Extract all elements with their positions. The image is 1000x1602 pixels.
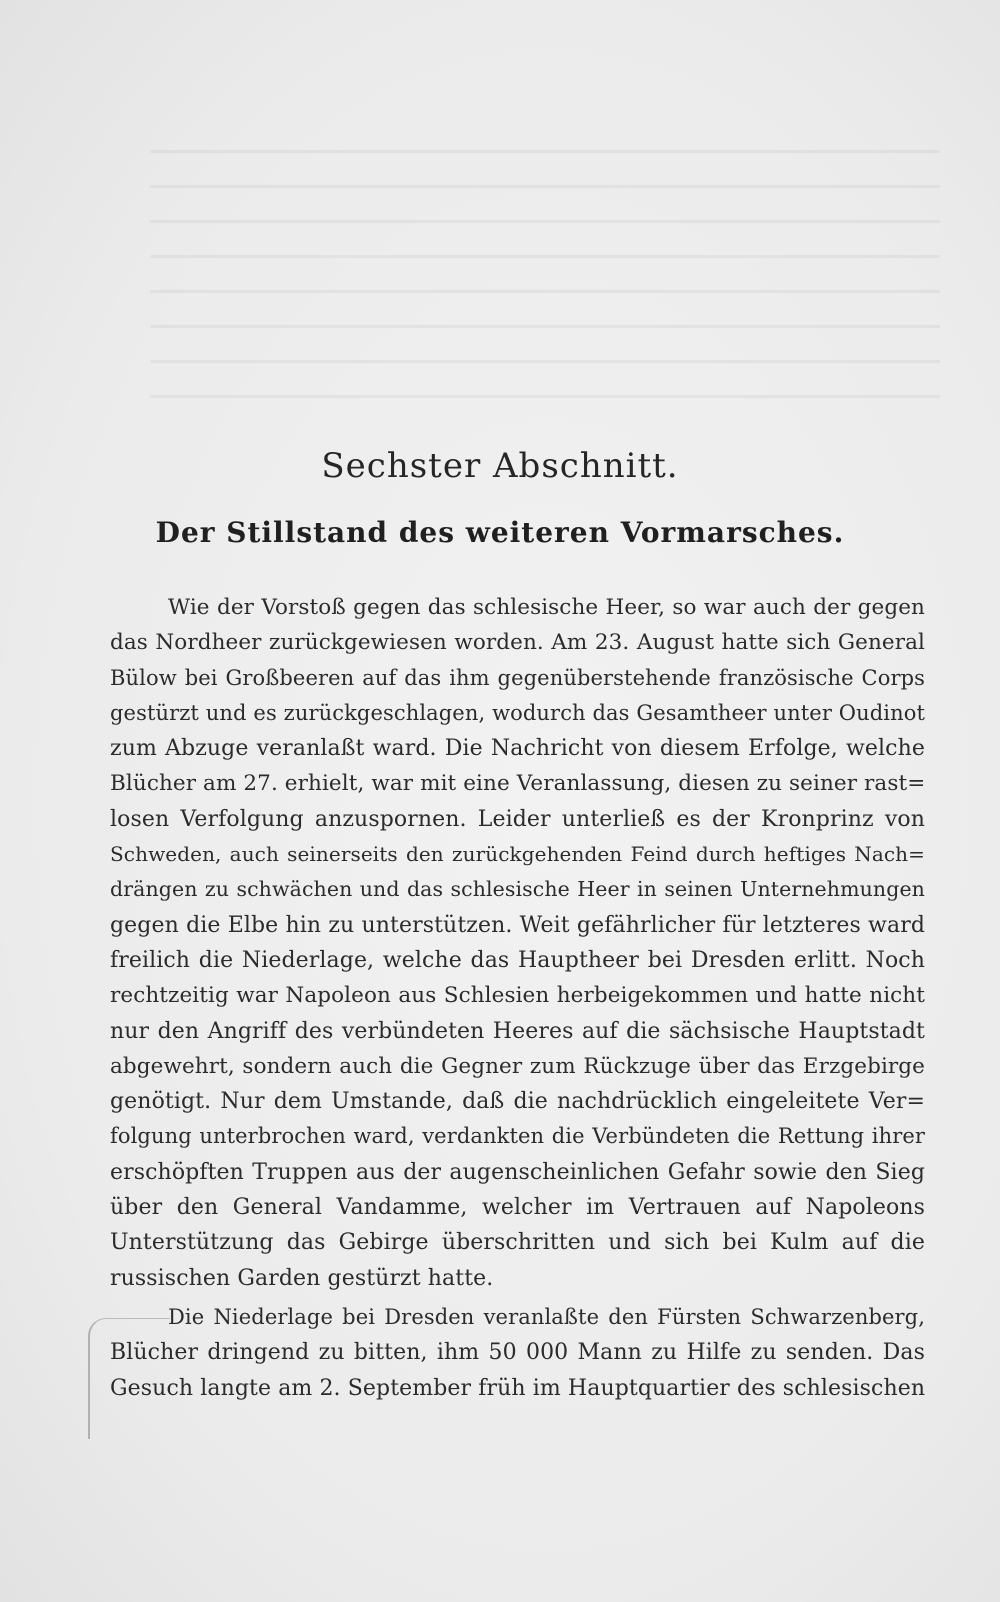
text-line: erschöpften Truppen aus der augenscheinlichen Gefahr sowie den Sieg: [110, 1159, 925, 1185]
text-line: über den General Vandamme, welcher im Vertrauen auf Napoleons: [110, 1195, 925, 1221]
pencil-margin-mark: [88, 1318, 170, 1439]
text-line: Gesuch langte am 2. September früh im Hauptquartier des schlesischen: [110, 1375, 926, 1401]
text-line: gegen die Elbe hin zu unterstützen. Weit gefährlicher für letzteres ward: [110, 912, 925, 938]
show-through-text: [150, 150, 940, 450]
text-line: zum Abzuge veranlaßt ward. Die Nachricht von diesem Erfolge, welche: [110, 736, 925, 762]
text-line: drängen zu schwächen und das schlesische Heer in seinen Unternehmungen: [110, 877, 925, 902]
text-line: gestürzt und es zurückgeschlagen, wodurch das Gesamtheer unter Oudinot: [110, 700, 925, 725]
text-line: freilich die Niederlage, welche das Hauptheer bei Dresden erlitt. Noch: [110, 947, 925, 973]
text-line: genötigt. Nur dem Umstande, daß die nachdrücklich eingeleitete Ver=: [110, 1089, 925, 1115]
text-line: Wie der Vorstoß gegen das schlesische Heer, so war auch der gegen: [168, 595, 925, 620]
text-line: russischen Garden gestürzt hatte.: [110, 1265, 494, 1291]
text-line: nur den Angriff des verbündeten Heeres auf die sächsische Hauptstadt: [110, 1018, 925, 1044]
text-line: losen Verfolgung anzuspornen. Leider unterließ es der Kronprinz von: [110, 806, 925, 832]
paragraph-1: [110, 590, 925, 1296]
text-line: Blücher am 27. erhielt, war mit eine Veranlassung, diesen zu seiner rast=: [110, 771, 926, 797]
section-title: Sechster Abschnitt.: [321, 446, 679, 486]
text-line: Blücher dringend zu bitten, ihm 50 000 Mann zu Hilfe zu senden. Das: [110, 1340, 925, 1366]
text-line: folgung unterbrochen ward, verdankten die Verbündeten die Rettung ihrer: [110, 1124, 925, 1149]
text-line: Die Niederlage bei Dresden veranlaßte den Fürsten Schwarzenberg,: [168, 1304, 925, 1329]
paragraph-2: [110, 1300, 925, 1406]
text-line: Bülow bei Großbeeren auf das ihm gegenüberstehende französische Corps: [110, 665, 925, 690]
text-line: das Nordheer zurückgewiesen worden. Am 23. August hatte sich General: [110, 630, 925, 656]
body-text: [110, 590, 925, 1406]
text-line: rechtzeitig war Napoleon aus Schlesien herbeigekommen und hatte nicht: [110, 983, 925, 1009]
text-line: Unterstützung das Gebirge überschritten und sich bei Kulm auf die: [110, 1230, 925, 1256]
section-subtitle: Der Stillstand des weiteren Vormarsches.: [155, 516, 845, 549]
text-line: abgewehrt, sondern auch die Gegner zum Rückzuge über das Erzgebirge: [110, 1053, 925, 1079]
text-line: Schweden, auch seinerseits den zurückgehenden Feind durch heftiges Nach=: [110, 842, 925, 867]
